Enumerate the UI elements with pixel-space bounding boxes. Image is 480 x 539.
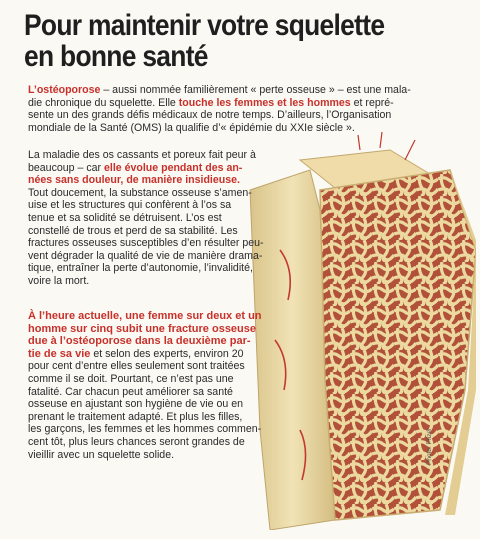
p3-text: osseuse en ajustant son hygiène de vie ou en [28,398,243,411]
p3-text: et selon des experts, environ 20 [90,347,244,360]
body-paragraph-2 [28,149,328,288]
p3-highlight: tie de sa vie [28,347,91,360]
p3-text: fatalité. Car chacun peut améliorer sa santé [28,385,233,398]
intro-text: sente un des grands défis médicaux de notre temps. D’ailleurs, l’Organisation [28,109,392,122]
p3-highlight: homme sur cinq subit une fracture osseuse [28,322,257,335]
p2-text: tique, entraîner la perte d’autonomie, l’invalidité, [28,262,253,275]
article-title [24,10,411,72]
body-paragraph-3 [28,310,328,461]
p3-highlight: due à l’ostéoporose dans la deuxième par- [28,335,251,348]
p2-text: constellé de trous et perd de sa stabilité. Les [28,224,238,237]
intro-highlight-osteoporose: L’ostéoporose [28,84,101,96]
intro-text: – aussi nommée familièrement « perte osseuse » – est une mala- [100,84,411,96]
intro-highlight-women-men: touche les femmes et les hommes [178,96,351,109]
p3-text: pour cent d’entre elles seulement sont traitées [28,360,245,373]
p2-text: La maladie des os cassants et poreux fait peur à [28,149,256,161]
intro-paragraph [28,84,464,134]
intro-text: mondiale de la Santé (OMS) la qualifie d’« épidémie du XXIe siècle ». [28,121,355,134]
p3-text: prenant le traitement adapté. Et plus les filles, [28,410,243,423]
photo-credit: Photo: Pfizer [426,427,433,465]
p3-text: comme il se doit. Pourtant, ce n’est pas une [28,372,234,385]
p2-text: tenue et sa solidité se détruisent. L’os est [28,211,222,224]
intro-text: et repré- [350,96,394,109]
p2-highlight: elle évolue pendant des an- [103,161,243,174]
intro-text: die chronique du squelette. Elle [28,96,179,109]
p2-highlight: nées sans douleur, de manière insidieuse. [28,174,240,187]
p2-text: voire la mort. [28,274,90,287]
p2-text: vent dégrader la qualité de vie de manière drama- [28,249,263,262]
p2-text: uise et les structures qui confèrent à l’os sa [28,199,232,212]
p3-highlight: À l’heure actuelle, une femme sur deux et un [28,310,262,322]
title-line-1: Pour maintenir votre squelette [24,9,385,42]
title-line-2: en bonne santé [24,40,208,73]
p2-text: fractures osseuses susceptibles d’en résulter peu- [28,237,264,250]
p3-text: cent tôt, plus leurs chances seront grandes de [28,435,245,448]
p2-text: Tout doucement, la substance osseuse s’amen- [28,186,252,199]
p2-text: beaucoup – car [28,161,104,174]
p3-text: vieillir avec un squelette solide. [28,448,175,461]
p3-text: les garçons, les femmes et les hommes commen- [28,423,262,436]
